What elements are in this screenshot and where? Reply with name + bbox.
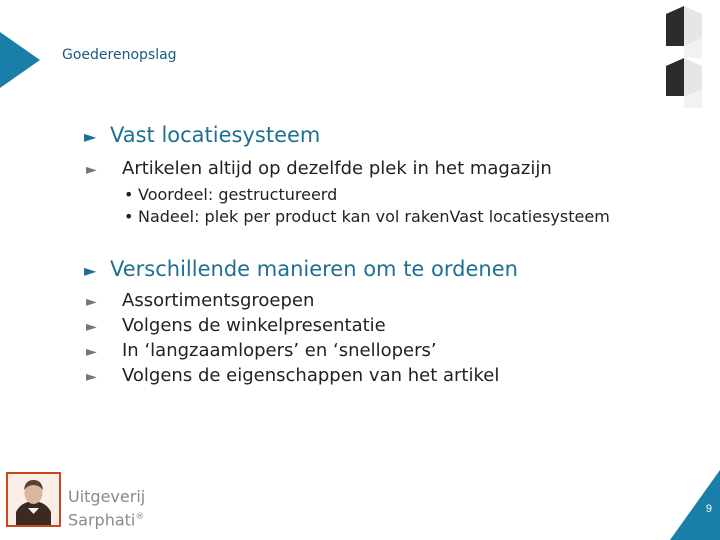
list-item-text: Volgens de winkelpresentatie — [122, 315, 386, 336]
heading-vast-locatiesysteem — [84, 120, 704, 150]
deco-cube-dark-2 — [666, 58, 684, 96]
content-area — [84, 120, 704, 388]
publisher-logo — [6, 472, 61, 527]
subbullet-text: Voordeel: gestructureerd — [138, 185, 338, 204]
corner-accent-triangle — [0, 32, 40, 88]
publisher-line2: Sarphati — [68, 510, 136, 530]
deco-cube-dark-1 — [666, 6, 684, 46]
subbullet-dot-icon: • — [124, 185, 134, 204]
list-item — [84, 338, 704, 363]
bullet-marker-icon: ► — [86, 319, 97, 335]
decorative-cubes — [660, 0, 720, 110]
registered-mark: ® — [135, 512, 145, 522]
ordering-list — [84, 288, 704, 388]
subbullet-text: Nadeel: plek per product kan vol rakenVast locatiesysteem — [138, 207, 610, 226]
heading-text: Verschillende manieren om te ordenen — [110, 257, 518, 281]
bullet-marker-icon: ► — [86, 162, 97, 178]
bullet-item — [84, 154, 704, 184]
heading-marker-icon: ► — [84, 127, 97, 146]
heading-marker-icon: ► — [84, 261, 97, 280]
list-item — [84, 288, 704, 313]
list-item — [84, 363, 704, 388]
section-title: Goederenopslag — [62, 47, 177, 63]
list-item-text: In ‘langzaamlopers’ en ‘snellopers’ — [122, 340, 437, 361]
list-item — [84, 313, 704, 338]
bullet-text: Artikelen altijd op dezelfde plek in het magazijn — [122, 158, 552, 179]
bullet-marker-icon: ► — [86, 344, 97, 360]
list-item-text: Assortimentsgroepen — [122, 290, 315, 311]
subbullet-voordeel — [84, 184, 704, 206]
subbullet-dot-icon: • — [124, 207, 134, 226]
subbullet-nadeel — [84, 206, 704, 228]
publisher-name — [68, 487, 145, 530]
portrait-icon — [8, 474, 59, 525]
list-item-text: Volgens de eigenschappen van het artikel — [122, 365, 500, 386]
heading-verschillende-manieren — [84, 254, 704, 284]
publisher-line1: Uitgeverij — [68, 487, 146, 506]
heading-text: Vast locatiesysteem — [110, 123, 321, 147]
bullet-marker-icon: ► — [86, 369, 97, 385]
bullet-marker-icon: ► — [86, 294, 97, 310]
page-number: 9 — [705, 503, 712, 515]
page-number-triangle — [670, 470, 720, 540]
deco-cube-light-3 — [684, 58, 702, 96]
